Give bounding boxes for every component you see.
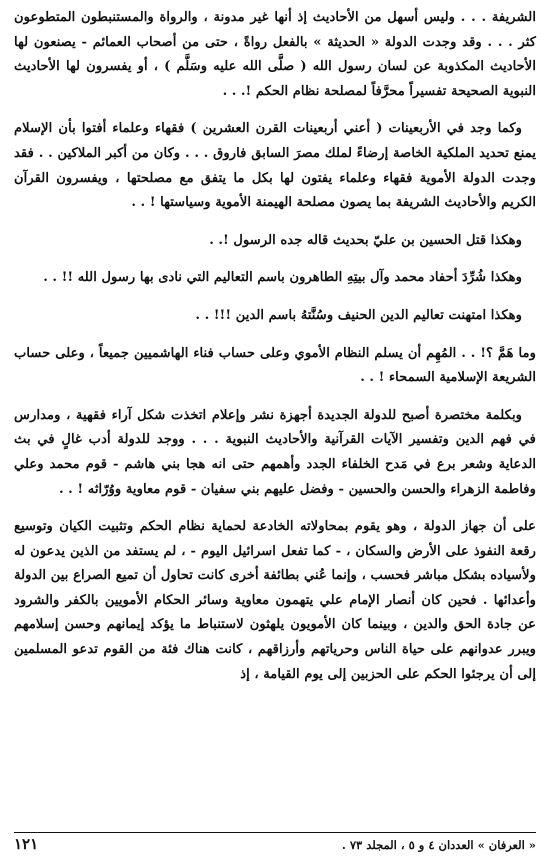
paragraph-1: الشريفة . . . وليس أسهل من الأحاديث إذ أنها غير مدونة ، والرواة والمستنبطون المتطوعون كثر . . . وقد وجدت الدولة « الحديثة » بالفعل رواةً ، حتى من أصحاب العمائم - يصنعون لها الأحاديث المكذوبة عن لسان رسول الله ( صلَّى الله عليه وسَلَّم ) ، أو يفسرون لها الأحاديث النبوية الصحيحة تفسيراً محرَّفاً لمصلحة نظام الحكم !. . . xyxy=(14,10,536,99)
paragraph-6: وما هَمَّ ؟! . . المُهِم أن يسلم النظام الأموي وعلى حساب فناء الهاشميين جميعاً ، وعلى حساب الشريعة الإسلامية السمحاء ! . . xyxy=(14,345,536,386)
paragraph-4: وهكذا شُرِّدَ أحفاد محمد وآل بيتِهِ الطاهرون باسم التعاليم التي نادى بها رسول الله !! . . xyxy=(43,270,522,286)
page-body xyxy=(14,6,536,853)
paragraph-8: على أن جهاز الدولة ، وهو يقوم بمحاولاته الخادعة لحماية نظام الحكم وتثبيت الكيان وتوسيع رقعة النفوذ على الأرض والسكان ، - كما تفعل اسرائيل اليوم - ، لم يستفد من الذين يدعون له ولأسياده بشكل مباشر فحسب ، وإنما عُني بطائفة أخرى كانت تحاول أن تميع الصراع بين الدولة وأعدائها . فحين كان أنصار الإمام علي يتهمون معاوية وسائر الحكام الأمويين بالكفر والشرود عن جادة الحق والدين ، وبينما كان الأمويون يلهثون لاستنباط ما يؤكد إيمانهم وحسن إسلامهم ويبرر عدوانهم على حياة الناس وحرياتهم وأرزاقهم ، كانت هناك فئة من القوم تدعو المسلمين إلى أن يرجئوا الحكم على الحزبين إلى يوم القيامة ، إذ xyxy=(14,519,536,682)
page-footer xyxy=(14,832,536,853)
paragraph-5: وهكذا امتهنت تعاليم الدين الحنيف وسُنَّتهُ باسم الدين !!! . . xyxy=(195,307,522,323)
paragraph-2: وكما وجد في الأربعينات ( أعني أربعينات القرن العشرين ) فقهاء وعلماء أفتوا بأن الإسلام يمنع تحديد الملكية الخاصة إرضاءً لملك مصرَ السابق فاروق . . . وكان من أكبر الملاكين . . فقد وجدت الدولة الأموية فقهاء وعلماء يفتون لها بكل ما يتفق مع مصلحتها ، ويفسرون القرآن الكريم والأحاديث الشريفة بما يصون مصلحة الهيمنة الأموية وسياستها ! . . xyxy=(14,121,536,211)
page-number: ١٢١ xyxy=(14,835,39,853)
journal-citation: « العرفان » العددان ٤ و ٥ ، المجلد ٧٣ . xyxy=(341,838,536,852)
paragraph-7: وبكلمة مختصرة أصبح للدولة الجديدة أجهزة نشر وإعلام اتخذت شكل آراء فقهية ، ومدارس في فهم الدين وتفسير الآيات القرآنية والأحاديث النبوية . . . ووجد للدولة أدب غالٍ في بث الدعاية وشعر برع في مَدح الخلفاء الجدد وأهمهم حتى انه هجا بني هاشم - قوم محمد وعلي وفاطمة الزهراء والحسن والحسين - وفضل عليهم بني سفيان - قوم معاوية ووُرّاثه ! . . xyxy=(14,407,536,497)
paragraph-3: وهكذا قتل الحسين بن عليّ بحديث قاله جده الرسول !. . xyxy=(209,232,522,248)
